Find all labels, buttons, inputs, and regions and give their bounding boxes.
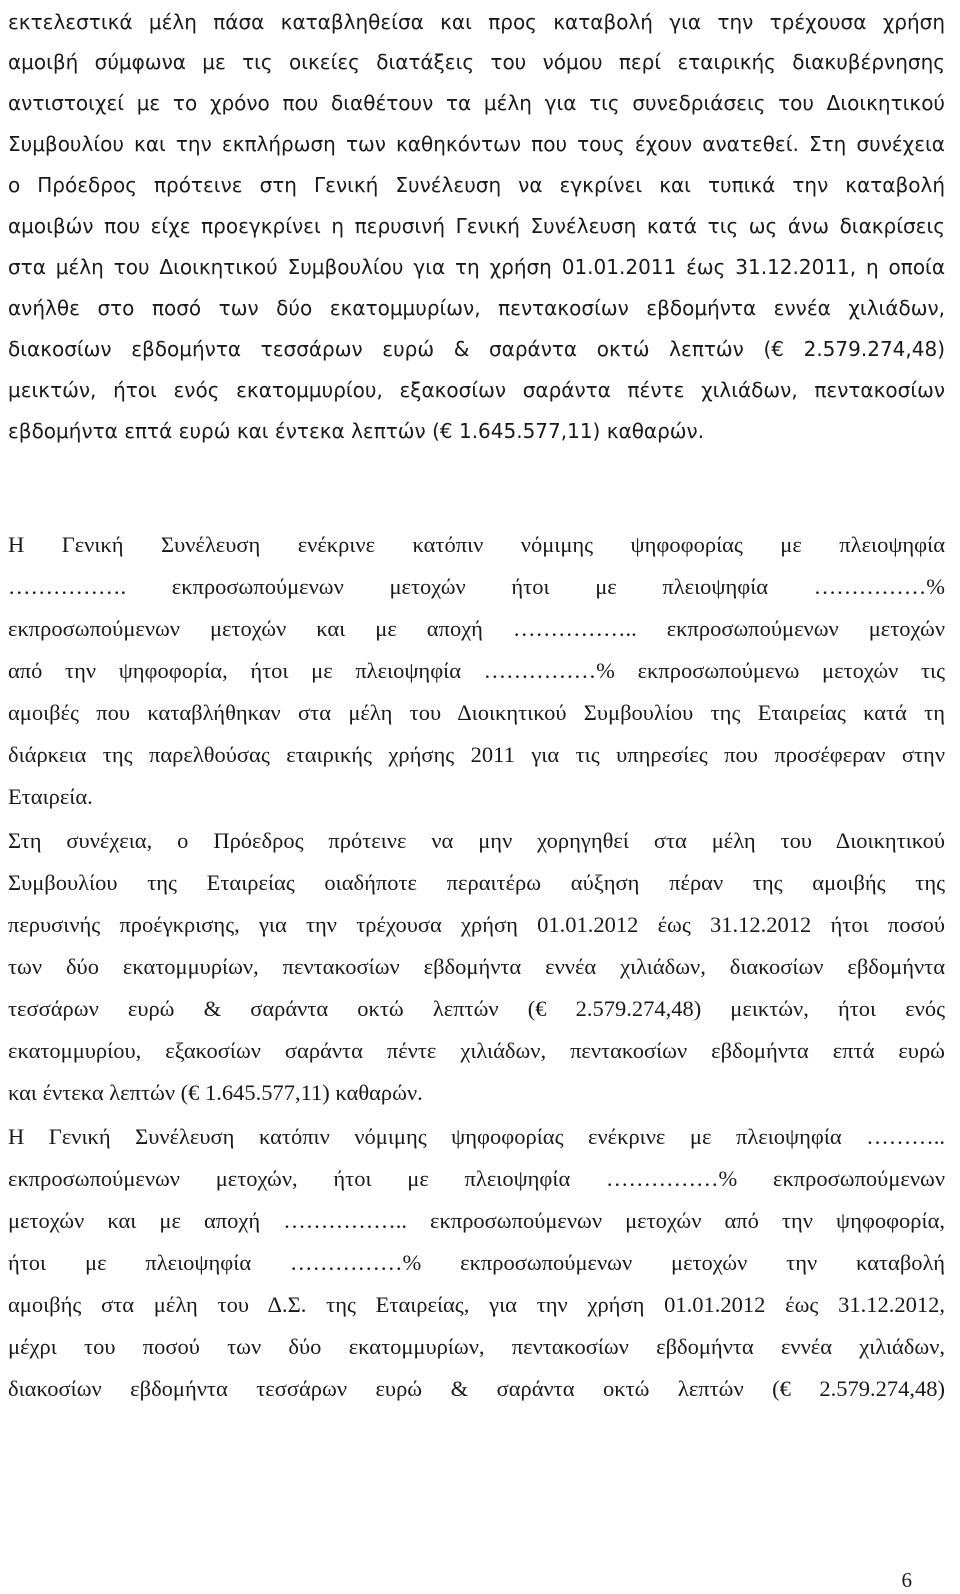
text-line: Η Γενική Συνέλευση κατόπιν νόμιμης ψηφοφορίας ενέκρινε με πλειοψηφία ………..: [8, 1124, 945, 1149]
text-line: ήτοι με πλειοψηφία ……………% εκπροσωπούμενων μετοχών την καταβολή: [8, 1250, 945, 1275]
text-line: Εταιρεία.: [8, 784, 93, 809]
text-line: Στη συνέχεια, ο Πρόεδρος πρότεινε να μην χορηγηθεί στα μέλη του Διοικητικού: [8, 828, 945, 853]
text-line: μεικτών, ήτοι ενός εκατομμυρίου, εξακοσίων σαράντα πέντε χιλιάδων, πεντακοσίων: [8, 378, 945, 402]
text-line: ανήλθε στο ποσό των δύο εκατομμυρίων, πεντακοσίων εβδομήντα εννέα χιλιάδων,: [8, 296, 945, 320]
text-line: περυσινής προέγκρισης, για την τρέχουσα χρήση 01.01.2012 έως 31.12.2012 ήτοι ποσού: [8, 912, 945, 937]
text-line: μετοχών και με αποχή …………….. εκπροσωπούμενων μετοχών από την ψηφοφορία,: [8, 1208, 945, 1233]
text-line: εκατομμυρίου, εξακοσίων σαράντα πέντε χιλιάδων, πεντακοσίων εβδομήντα επτά ευρώ: [8, 1038, 945, 1063]
text-line: αμοιβή σύμφωνα με τις οικείες διατάξεις του νόμου περί εταιρικής διακυβέρνησης: [8, 50, 945, 74]
text-line: και έντεκα λεπτών (€ 1.645.577,11) καθαρών.: [8, 1080, 423, 1105]
text-line: διάρκεια της παρελθούσας εταιρικής χρήσης 2011 για τις υπηρεσίες που προσέφεραν στην: [8, 742, 945, 767]
text-line: από την ψηφοφορία, ήτοι με πλειοψηφία ……………% εκπροσωπούμενω μετοχών τις: [8, 658, 945, 683]
text-line: ……………. εκπροσωπούμενων μετοχών ήτοι με πλειοψηφία ……………%: [8, 574, 945, 599]
text-line: αντιστοιχεί με το χρόνο που διαθέτουν τα μέλη για τις συνεδριάσεις του Διοικητικού: [8, 91, 945, 115]
text-line: στα μέλη του Διοικητικού Συμβουλίου για τη χρήση 01.01.2011 έως 31.12.2011, η οποία: [8, 255, 945, 279]
text-line: μέχρι του ποσού των δύο εκατομμυρίων, πεντακοσίων εβδομήντα εννέα χιλιάδων,: [8, 1334, 945, 1359]
text-line: διακοσίων εβδομήντα τεσσάρων ευρώ & σαράντα οκτώ λεπτών (€ 2.579.274,48): [8, 1376, 945, 1401]
text-line: Η Γενική Συνέλευση ενέκρινε κατόπιν νόμιμης ψηφοφορίας με πλειοψηφία: [8, 532, 945, 557]
text-line: διακοσίων εβδομήντα τεσσάρων ευρώ & σαράντα οκτώ λεπτών (€ 2.579.274,48): [8, 337, 945, 361]
text-line: αμοιβής στα μέλη του Δ.Σ. της Εταιρείας, για την χρήση 01.01.2012 έως 31.12.2012,: [8, 1292, 945, 1317]
text-line: αμοιβών που είχε προεγκρίνει η περυσινή Γενική Συνέλευση κατά τις ως άνω διακρίσεις: [8, 214, 945, 238]
text-line: τεσσάρων ευρώ & σαράντα οκτώ λεπτών (€ 2.579.274,48) μεικτών, ήτοι ενός: [8, 996, 945, 1021]
text-line: εβδομήντα επτά ευρώ και έντεκα λεπτών (€ 1.645.577,11) καθαρών.: [8, 419, 705, 443]
text-line: αμοιβές που καταβλήθηκαν στα μέλη του Διοικητικού Συμβουλίου της Εταιρείας κατά τη: [8, 700, 945, 725]
text-line: Συμβουλίου και την εκπλήρωση των καθηκόντων που τους έχουν ανατεθεί. Στη συνέχεια: [8, 132, 945, 156]
text-line: Συμβουλίου της Εταιρείας οιαδήποτε περαιτέρω αύξηση πέραν της αμοιβής της: [8, 870, 945, 895]
text-line: εκτελεστικά μέλη πάσα καταβληθείσα και προς καταβολή για την τρέχουσα χρήση: [8, 10, 945, 34]
page-number: 6: [901, 1568, 912, 1592]
text-line: ο Πρόεδρος πρότεινε στη Γενική Συνέλευση να εγκρίνει και τυπικά την καταβολή: [8, 173, 945, 197]
text-line: των δύο εκατομμυρίων, πεντακοσίων εβδομήντα εννέα χιλιάδων, διακοσίων εβδομήντα: [8, 954, 945, 979]
text-line: εκπροσωπούμενων μετοχών, ήτοι με πλειοψηφία ……………% εκπροσωπούμενων: [8, 1166, 945, 1191]
text-line: εκπροσωπούμενων μετοχών και με αποχή …………….. εκπροσωπούμενων μετοχών: [8, 616, 945, 641]
